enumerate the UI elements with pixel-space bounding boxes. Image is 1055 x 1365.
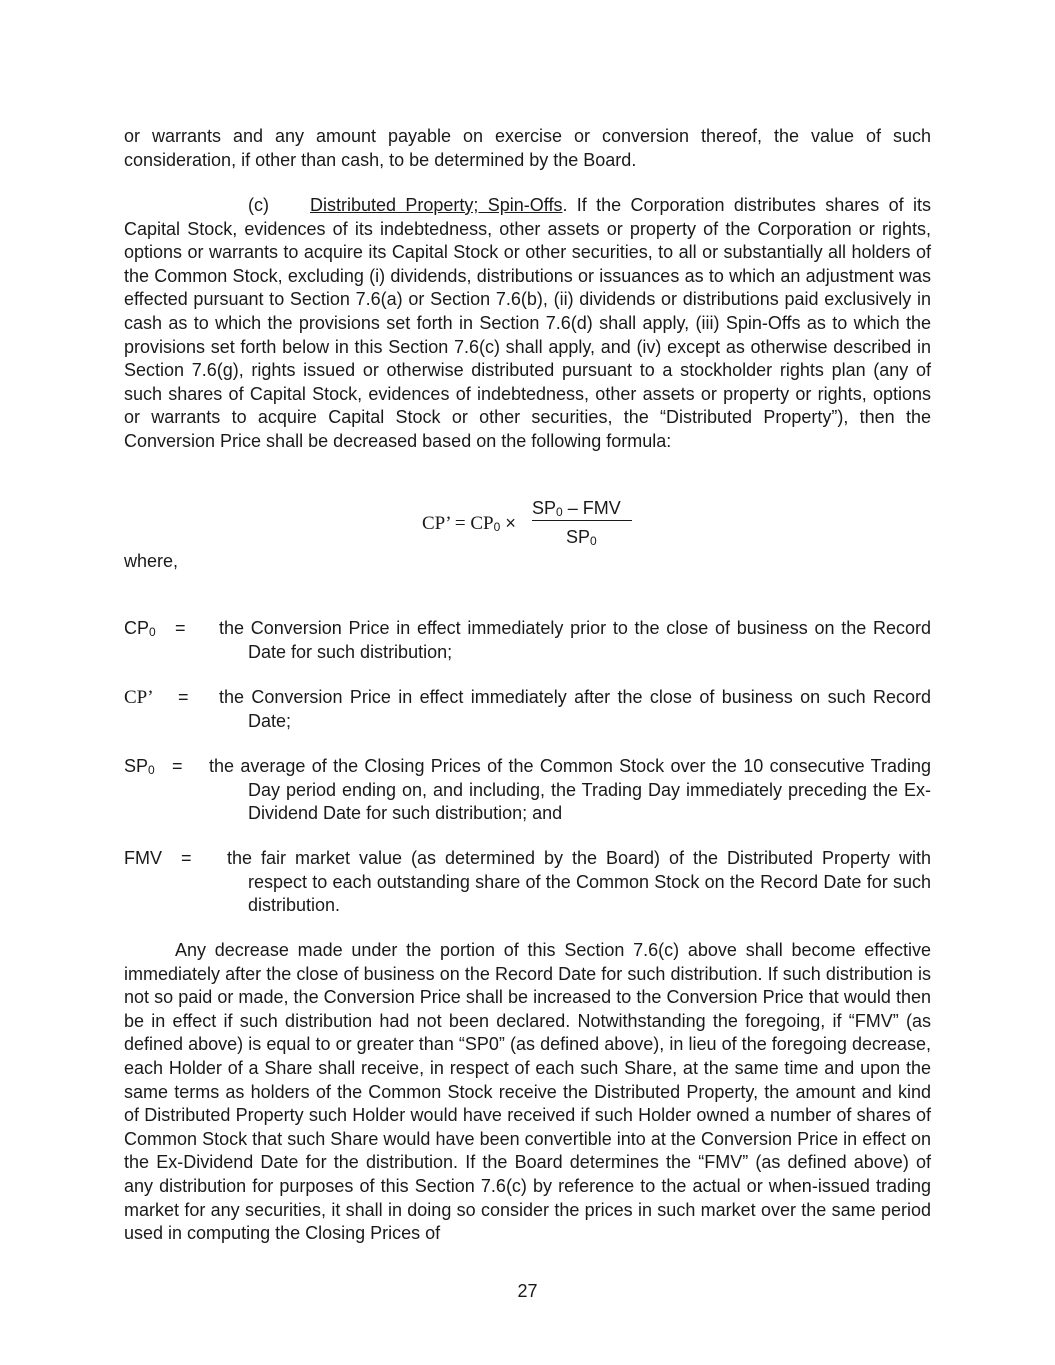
definition-equals: =	[175, 618, 186, 638]
definition-text: the fair market value (as determined by the Board) of the Distributed Property with respect to each outstanding share of the Common Stock on the Record Date for such distribution.	[227, 848, 931, 916]
definition-text: the average of the Closing Prices of the Common Stock over the 10 consecutive Trading Day period ending on, and including, the Trading Day immediately preceding the Ex-Dividend Date for such distribution; and	[209, 756, 931, 824]
section-c-body: . If the Corporation distributes shares of its Capital Stock, evidences of its indebtedness, other assets or property of the Corporation or rights, options or warrants to acquire its Capital Stock or other securities, to all or substantially all holders of the Common Stock, excluding (i) dividends, distributions or issuances as to which an adjustment was effected pursuant to Section 7.6(a) or Section 7.6(b), (ii) dividends or distributions paid exclusively in cash as to which the provisions set forth in Section 7.6(d) shall apply, (iii) Spin-Offs as to which the provisions set forth below in this Section 7.6(c) shall apply, and (iv) except as otherwise described in Section 7.6(g), rights issued or otherwise distributed pursuant to a stockholder rights plan (any of such shares of Capital Stock, evidences of indebtedness, other assets or property or rights, options or warrants to acquire Capital Stock or other securities, the “Distributed Property”), then the Conversion Price shall be decreased based on the following formula:	[124, 195, 931, 451]
definition-text: the Conversion Price in effect immediately prior to the close of business on the Record Date for such distribution;	[219, 618, 931, 662]
section-c-heading: Distributed Property; Spin-Offs	[310, 195, 563, 215]
intro-paragraph: or warrants and any amount payable on exercise or conversion thereof, the value of such consideration, if other than cash, to be determined by the Board.	[124, 126, 931, 170]
closing-paragraph: Any decrease made under the portion of this Section 7.6(c) above shall become effective immediately after the close of business on the Record Date for such distribution. If such distribution is not so paid or made, the Conversion Price shall be increased to the Conversion Price that would then be in effect if such distribution had not been declared. Notwithstanding the foregoing, if “FMV” (as defined above) is equal to or greater than “SP0” (as defined above), in lieu of the foregoing decrease, each Holder of a Share shall receive, in respect of each such Share, at the same time and upon the same terms as holders of the Common Stock receive the Distributed Property, the amount and kind of Distributed Property such Holder would have received if such Holder owned a number of shares of Common Stock that such Share would have been convertible into at the Conversion Price in effect on the Ex-Dividend Date for the distribution. If the Board determines the “FMV” (as defined above) of any distribution for purposes of this Section 7.6(c) by reference to the actual or when-issued trading market for any securities, it shall in doing so consider the prices in such market over the same period used in computing the Closing Prices of	[124, 940, 931, 1244]
conversion-formula	[422, 496, 642, 556]
definition-term: FMV	[124, 848, 162, 868]
definition-text: the Conversion Price in effect immediately after the close of business on such Record Date;	[219, 687, 931, 731]
definition-term: CP’	[124, 687, 154, 708]
definition-term: $CP_0$	[124, 618, 156, 639]
formula-fraction-bar	[532, 520, 632, 521]
definition-term: $SP_0$	[124, 756, 155, 777]
section-c-paragraph	[124, 194, 931, 454]
page-number: 27	[517, 1281, 538, 1301]
formula-denominator: $SP_0$	[566, 527, 597, 548]
where-label: where,	[124, 551, 179, 571]
formula-left-side: CP’ = $CP_0$ ×	[422, 513, 516, 534]
section-c-marker: (c)	[248, 195, 269, 215]
formula-numerator: $SP_0$ – FMV	[532, 498, 621, 519]
definition-equals: =	[172, 756, 183, 776]
definition-equals: =	[181, 848, 192, 868]
definition-equals: =	[178, 687, 189, 707]
